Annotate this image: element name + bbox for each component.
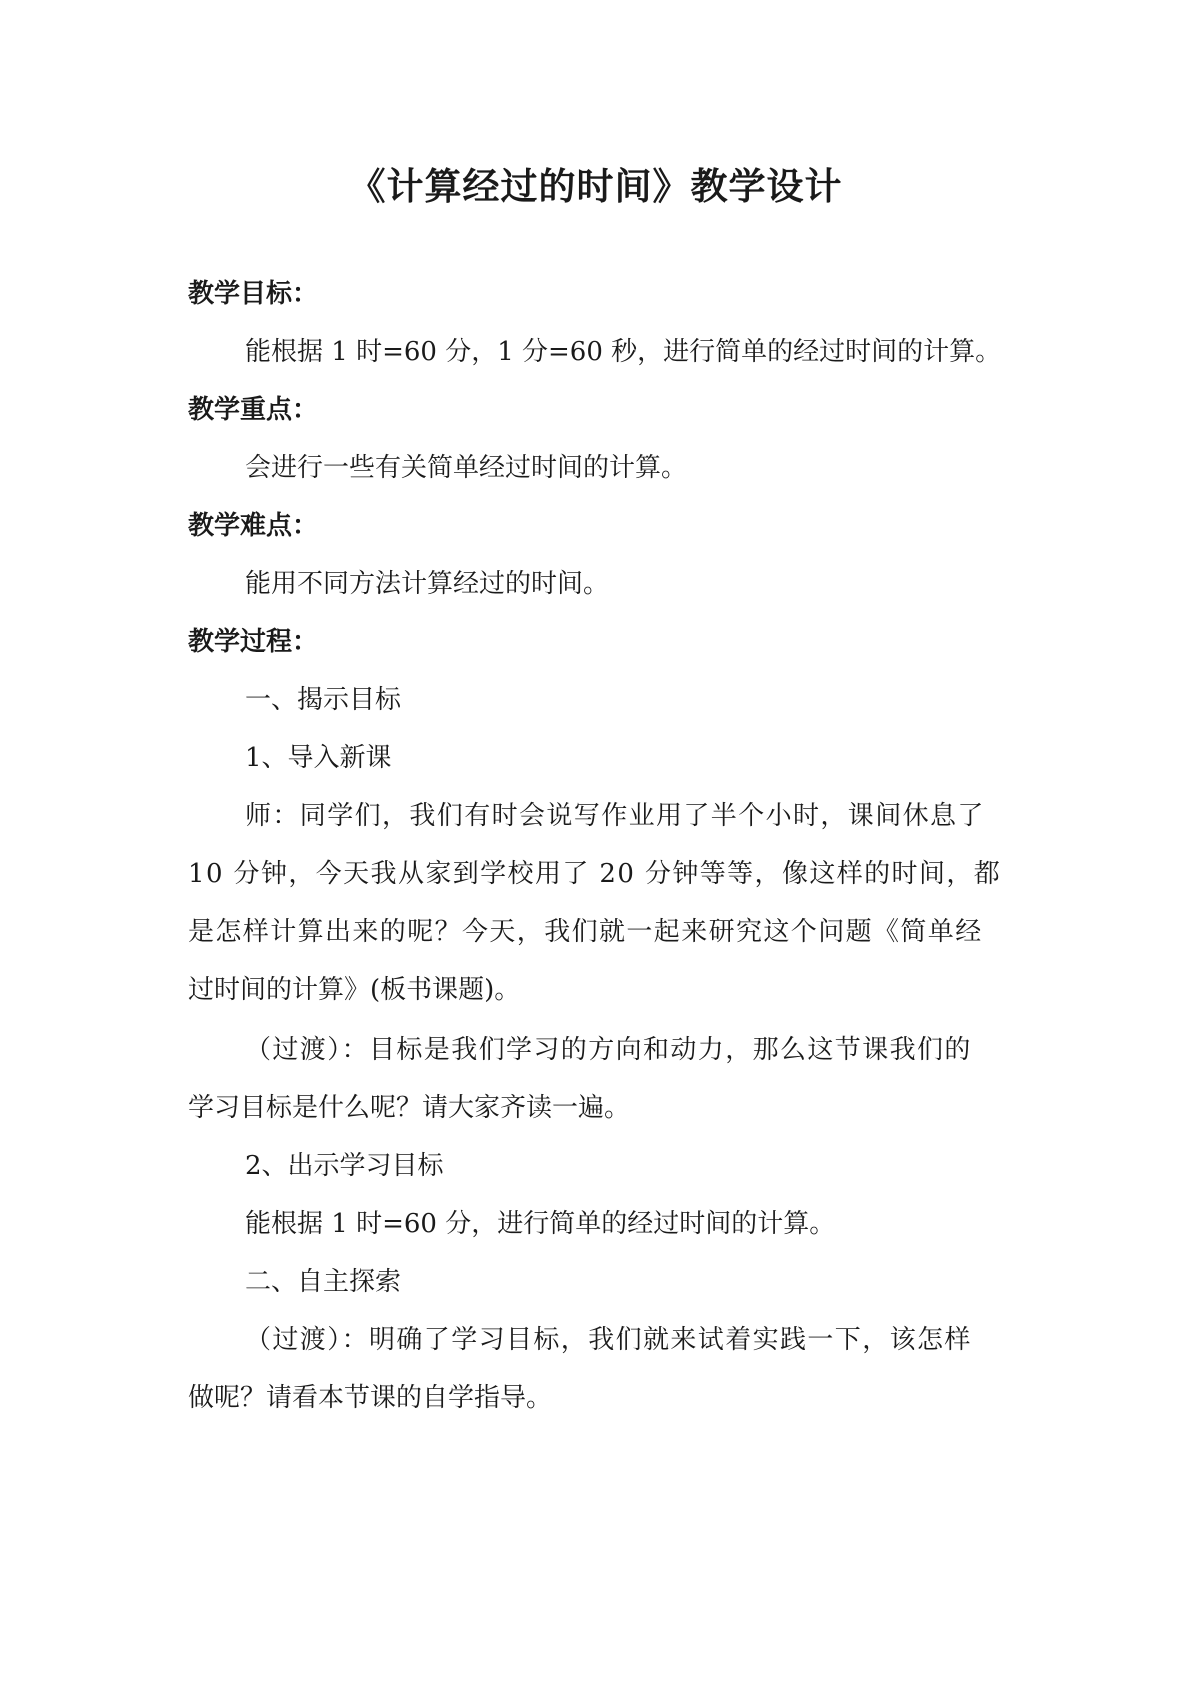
difficulty-text: 能用不同方法计算经过的时间。 [245, 569, 610, 599]
goal-text: 能根据 1 时=60 分，1 分=60 秒，进行简单的经过时间的计算。 [245, 337, 1002, 367]
goal-heading: 教学目标： [188, 279, 319, 309]
part1-title: 一、揭示目标 [245, 685, 402, 715]
key-text: 会进行一些有关简单经过时间的计算。 [245, 453, 688, 483]
transition2-line: 做呢？请看本节课的自学指导。 [188, 1383, 553, 1413]
teacher-paragraph-line: 10 分钟，今天我从家到学校用了 20 分钟等等，像这样的时间，都 [188, 859, 1002, 889]
transition1-line: 学习目标是什么呢？请大家齐读一遍。 [188, 1093, 631, 1123]
part2-title: 二、自主探索 [245, 1267, 402, 1297]
transition2-line: （过渡）：明确了学习目标，我们就来试着实践一下，该怎样 [245, 1325, 972, 1355]
step2-title: 2、出示学习目标 [245, 1151, 444, 1181]
teacher-paragraph-line: 师：同学们，我们有时会说写作业用了半个小时，课间休息了 [245, 801, 985, 831]
transition1-line: （过渡）：目标是我们学习的方向和动力，那么这节课我们的 [245, 1035, 972, 1065]
step1-title: 1、导入新课 [245, 743, 392, 773]
difficulty-heading: 教学难点： [188, 511, 319, 541]
process-heading: 教学过程： [188, 627, 319, 657]
key-heading: 教学重点： [188, 395, 319, 425]
document-title: 《计算经过的时间》教学设计 [348, 164, 843, 208]
step2-text: 能根据 1 时=60 分，进行简单的经过时间的计算。 [245, 1209, 836, 1239]
teacher-paragraph-line: 过时间的计算》(板书课题)。 [188, 975, 521, 1005]
teacher-paragraph-line: 是怎样计算出来的呢？今天，我们就一起来研究这个问题《简单经 [188, 917, 983, 947]
